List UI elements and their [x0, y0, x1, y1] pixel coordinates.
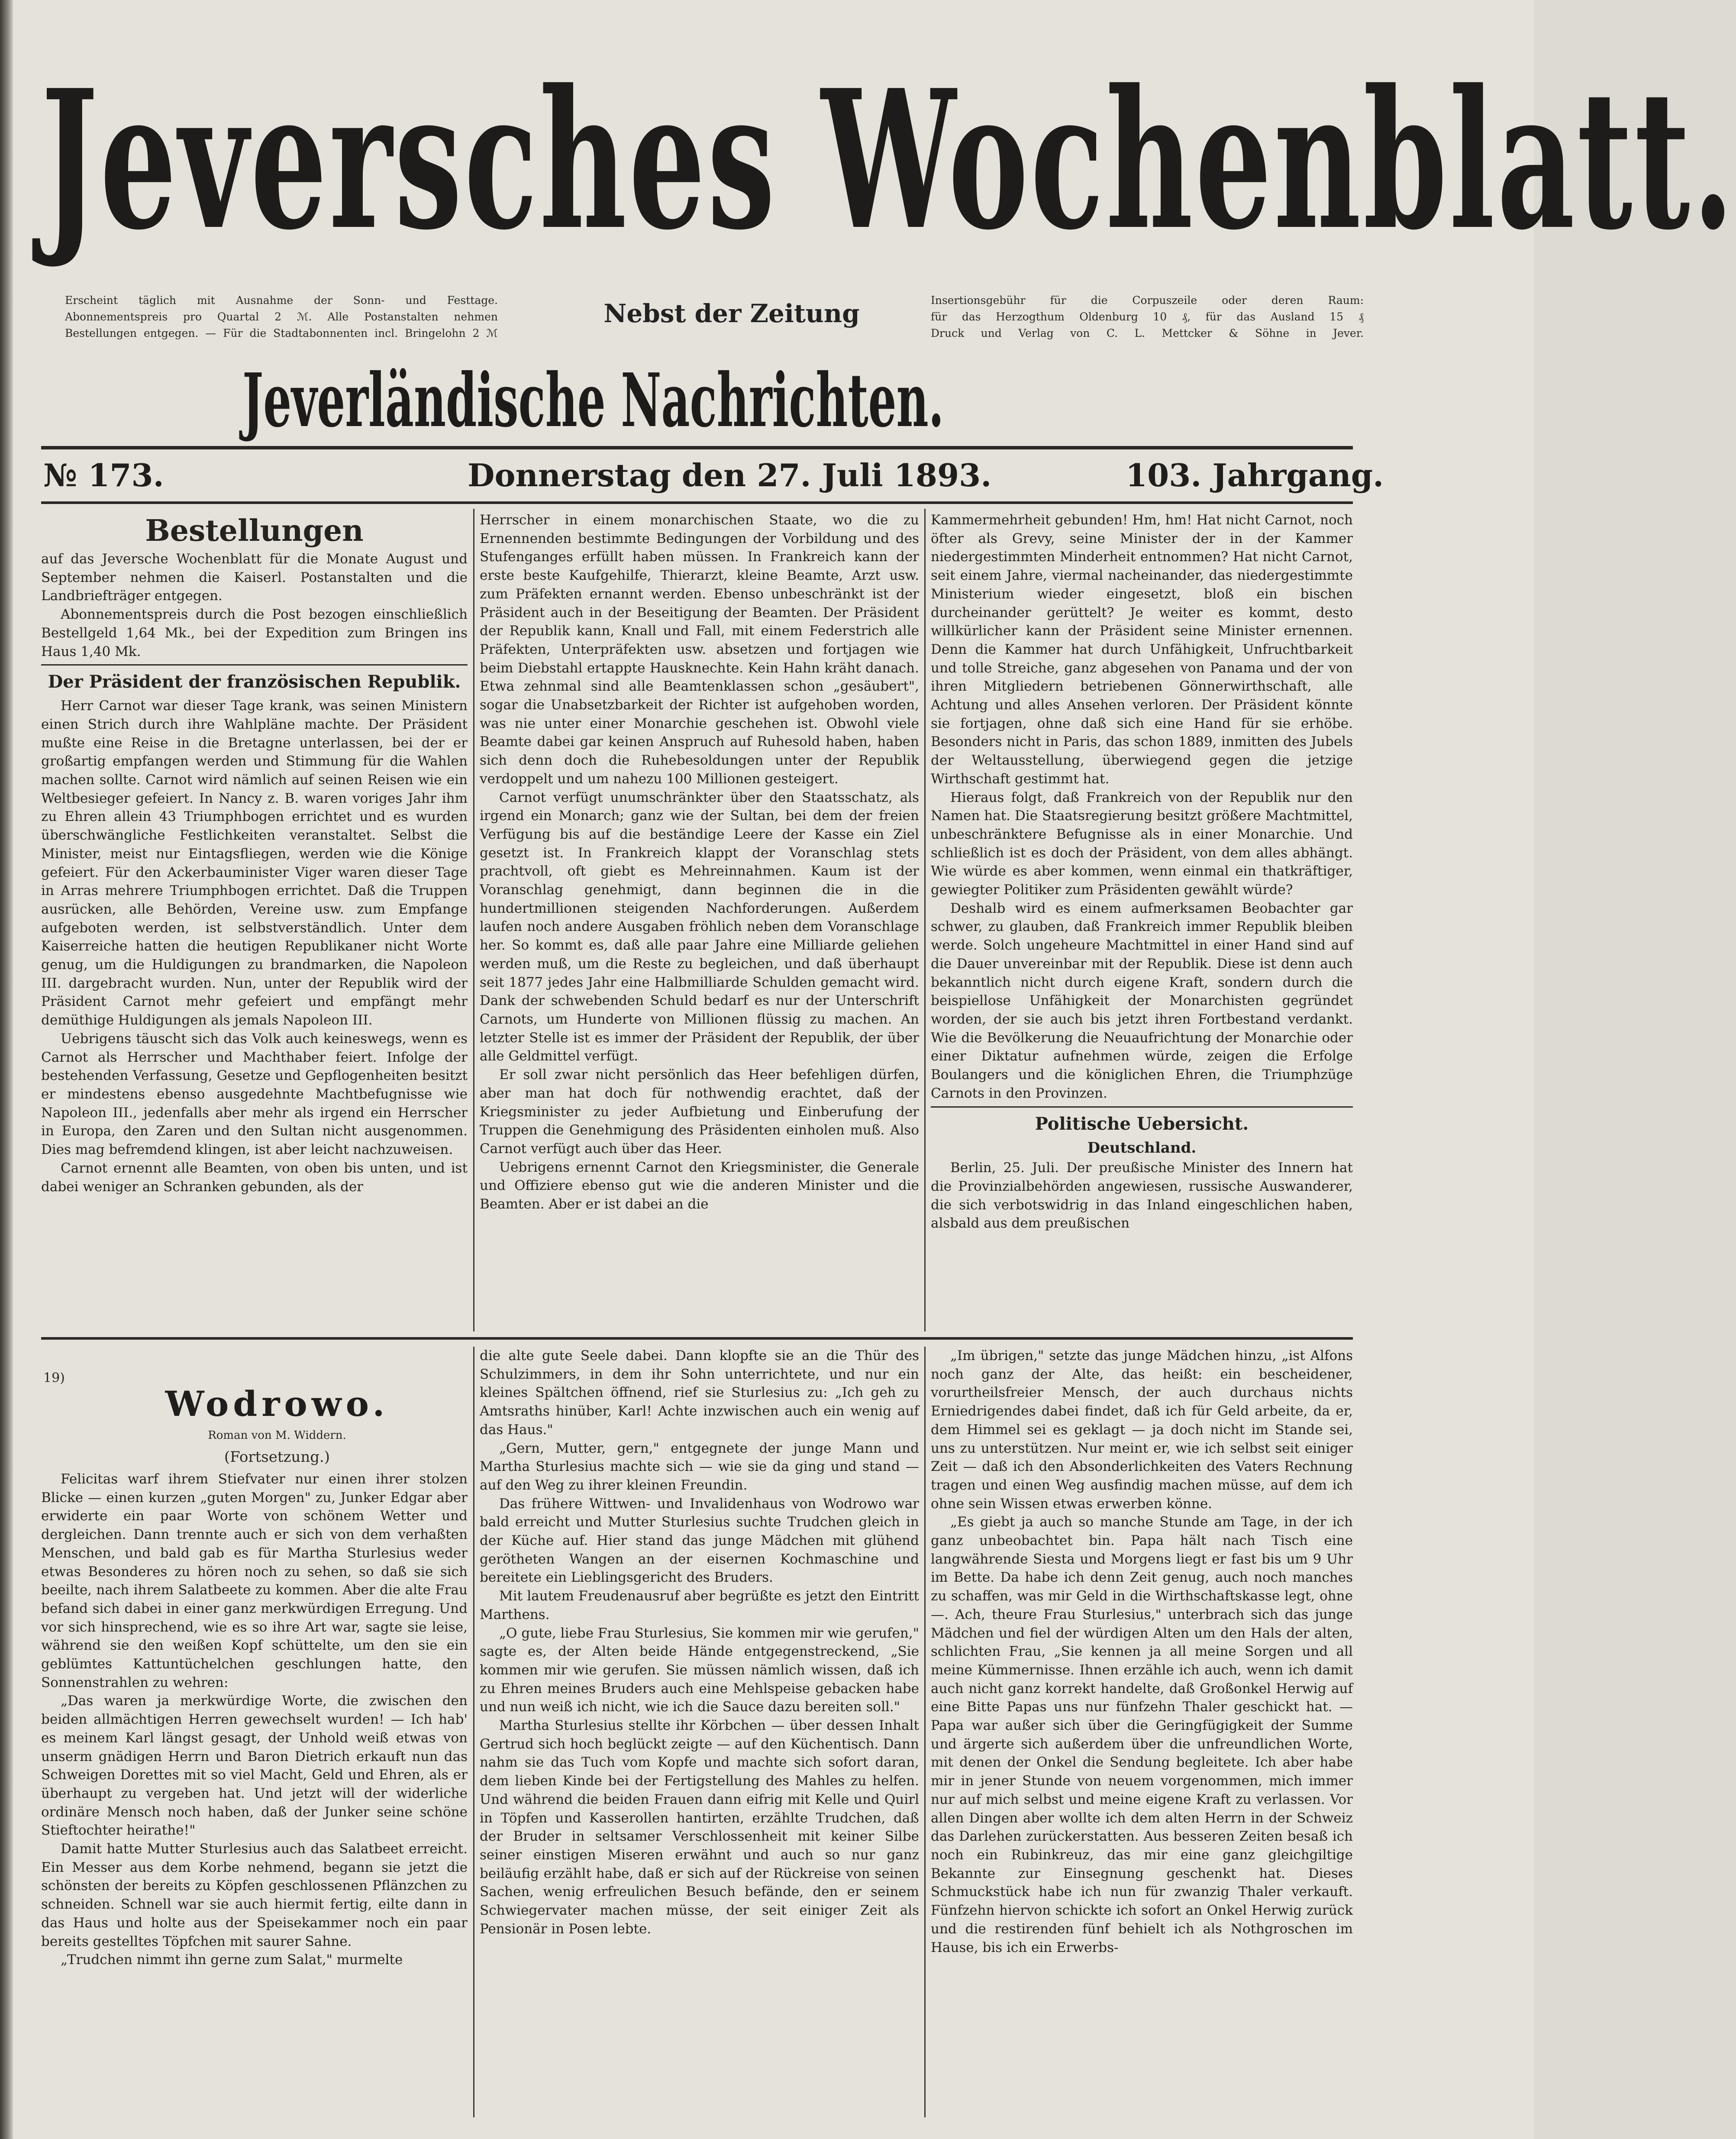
paragraph: Carnot verfügt unumschränkter über den Staatsschatz, als irgend ein Monarch; ganz wie der Sultan, bei dem der freien Verfügung bis auf die beständige Leere der Kasse ein Ziel gesetzt ist. In Frankreich klappt der Voranschlag stets prachtvoll, oft giebt es Mehreinnahmen. Kaum ist der Voranschlag genehmigt, dann beginnen die in die hundertmillionen steigenden Nachforderungen. Außerdem laufen noch andere Ausgaben fröhlich neben dem Voranschlage her. So kommt es, daß alle paar Jahre eine Milliarde geliehen werden muß, um die Reste zu begleichen, und daß überhaupt seit 1877 jedes Jahr eine Halbmilliarde Schulden gemacht wird. Dank der schwebenden Schuld bedarf es nur der Unterschrift Carnots, um Hunderte von Millionen flüssig zu machen. An letzter Stelle ist es immer der Präsident der Republik, der über alle Geldmittel verfügt.: [480, 789, 919, 1064]
paragraph: Uebrigens ernennt Carnot den Kriegsminister, die Generale und Offiziere ebenso gut wie die anderen Minister und die Beamten. Aber er ist dabei an die: [480, 1159, 919, 1212]
paragraph: „Das waren ja merkwürdige Worte, die zwischen den beiden allmächtigen Herren gewechselt wurden! — Ich hab' es meinem Karl längst gesagt, der Unhold weiß etwas von unserm gnädigen Herrn und Baron Dietrich erkauft nun das Schweigen Dorettes mit so viel Macht, Geld und Ehren, als er überhaupt zu vergeben hat. Und jetzt will der widerliche ordinäre Mensch noch haben, daß der Junker seine schöne Stieftochter heirathe!": [41, 1693, 468, 1839]
masthead-rule-bottom: [41, 501, 1353, 504]
masthead-title: Jeversches Wochenblatt.: [41, 48, 1736, 272]
paragraph: „Trudchen nimmt ihn gerne zum Salat," murmelte: [61, 1952, 403, 1968]
paragraph: Carnot ernennt alle Beamten, von oben bis unten, und ist dabei weniger an Schranken gebunden, als der: [41, 1160, 468, 1195]
paragraph: Das frühere Wittwen- und Invalidenhaus von Wodrowo war bald erreicht und Mutter Sturlesius suchte Trudchen gleich in der Küche auf. Hier stand das junge Mädchen mit glühend gerötheten Wangen an der eisernen Kochmaschine und bereitete ein Lieblingsgericht des Bruders.: [480, 1496, 919, 1586]
paragraph: Abonnementspreis durch die Post bezogen einschließlich Bestellgeld 1,64 Mk., bei der Expedition zum Bringen ins Haus 1,40 Mk.: [41, 607, 468, 659]
paragraph: Felicitas warf ihrem Stiefvater nur einen ihrer stolzen Blicke — einen kurzen „guten Morgen" zu, Junker Edgar aber erwiderte ein paar Worte von schönem Wetter und dergleichen. Dann trennte auch er sich von dem verhaßten Menschen, und bald gab es für Martha Sturlesius weder etwas Besonderes zu hören noch zu sehen, so daß sie sich beeilte, nach ihrem Salatbeete zu kommen. Aber die alte Frau befand sich dabei in einer ganz merkwürdigen Erregung. Und vor sich hinsprechend, wie es so ihre Art war, sagte sie leise, während sie den weißen Kopf schüttelte, um den sie ein geblümtes Kattuntüchelchen geschlungen hatte, den Sonnenstrahlen zu wehren:: [41, 1471, 468, 1690]
bestellungen-heading: Bestellungen: [145, 514, 364, 548]
paragraph: auf das Jeversche Wochenblatt für die Monate August und September nehmen die Kaiserl. Postanstalten und die Landbriefträger entgegen.: [41, 551, 468, 604]
issue-date: Donnerstag den 27. Juli 1893.: [468, 457, 992, 494]
book-spine-shadow: [0, 0, 13, 2139]
paragraph: Kammermehrheit gebunden! Hm, hm! Hat nicht Carnot, noch öfter als Grevy, seine Minister der in der Kammer niedergestimmten Minderheit entnommen? Hat nicht Carnot, seit einem Jahre, viermal nacheinander, das niedergestimmte Ministerium wieder eingesetzt, bloß ein bischen durcheinander gerüttelt? Je weiter es kommt, desto willkürlicher kann der Präsident seine Minister ernennen. Denn die Kammer hat durch Unfähigkeit, Unfruchtbarkeit und tolle Streiche, ganz abgesehen von Panama und der von ihren Mitgliedern betriebenen Gönnerwirthschaft, alle Achtung und alles Ansehen verloren. Der Präsident könnte sie fortjagen, ohne daß sich eine Hand für sie erhöbe. Besonders nicht in Paris, das schon 1889, inmitten des Jubels der Weltausstellung, überwiegend gegen die jetzige Wirthschaft gestimmt hat.: [931, 512, 1353, 787]
paragraph: Mit lautem Freudenausruf aber begrüßte es jetzt den Eintritt Marthens.: [480, 1588, 919, 1622]
publication-info-left: [65, 292, 498, 342]
feuilleton-column-3: [931, 1347, 1353, 2117]
info-line: Druck und Verlag von C. L. Mettcker & Söhne in Jever.: [931, 327, 1364, 339]
column-2: [480, 511, 919, 1331]
publication-info-right: [931, 292, 1364, 342]
section-subheading: Deutschland.: [1087, 1139, 1197, 1157]
section-heading: Politische Uebersicht.: [1035, 1113, 1249, 1134]
paragraph: Martha Sturlesius stellte ihr Körbchen — über dessen Inhalt Gertrud sich hoch beglückt zeigte — auf den Küchentisch. Dann nahm sie das Tuch vom Kopfe und machte sich sofort daran, dem lieben Kinde bei der Fertigstellung des Mahles zu helfen. Und während die beiden Frauen dann eifrig mit Kelle und Quirl in Töpfen und Kasserollen hantirten, erzählte Trudchen, daß der Bruder in seltsamer Verschlossenheit mit keiner Silbe seiner einstigen Miseren erwähnt und auch so nur ganz beiläufig erzählt habe, daß er sich auf der Rückreise von seinen Sachen, wenig erfreulichen Besuch befände, den er seinem Schwiegervater machen müsse, der seit einiger Zeit als Pensionär in Posen lebte.: [480, 1718, 919, 1937]
feuilleton-author: Roman von M. Widdern.: [208, 1429, 346, 1442]
info-line: Bestellungen entgegen. — Für die Stadtabonnenten incl. Bringelohn 2 ℳ: [65, 327, 498, 339]
masthead-rule-top: [41, 446, 1353, 449]
paragraph: Er soll zwar nicht persönlich das Heer befehligen dürfen, aber man hat doch für nothwendig erachtet, daß der Kriegsminister zu jeder Aufbietung und Einberufung der Truppen die Genehmigung des Präsidenten einholen muß. Also Carnot verfügt auch über das Heer.: [480, 1067, 919, 1157]
issue-number: № 173.: [43, 457, 164, 494]
column-divider: [473, 509, 474, 1331]
column-divider: [473, 1347, 474, 2117]
info-line: Insertionsgebühr für die Corpuszeile oder deren Raum:: [931, 294, 1364, 307]
column-divider: [924, 1347, 926, 2117]
info-line: Abonnementspreis pro Quartal 2 ℳ. Alle Postanstalten nehmen: [65, 310, 498, 323]
info-line: Erscheint täglich mit Ausnahme der Sonn- und Festtage.: [65, 294, 498, 307]
paragraph: Deshalb wird es einem aufmerksamen Beobachter gar schwer, zu glauben, daß Frankreich immer Republik bleiben werde. Solch ungeheure Machtmittel in einer Hand sind auf die Dauer unvereinbar mit der Republik. Diese ist denn auch bekanntlich nicht durch eigene Kraft, sondern durch die beispiellose Unfähigkeit der Monarchisten gegründet worden, der sie auch bis jetzt ihren Fortbestand verdankt. Wie die Bevölkerung die Neuaufrichtung der Monarchie oder einer Diktatur aufnehmen würde, zeigen die Erfolge Boulangers und die königlichen Ehren, die Triumphzüge Carnots in den Provinzen.: [931, 900, 1353, 1101]
paragraph: Berlin, 25. Juli. Der preußische Minister des Innern hat die Provinzialbehörden angewiesen, russische Auswanderer, die sich verbotswidrig in das Inland eingeschlichen haben, alsbald aus dem preußischen: [931, 1160, 1353, 1231]
paragraph: die alte gute Seele dabei. Dann klopfte sie an die Thür des Schulzimmers, in dem ihr Sohn unterrichtete, und nur ein kleines Spältchen öffnend, rief sie Sturlesius zu: „Ich geh zu Amtsraths hinüber, Karl! Achte inzwischen auch ein wenig auf das Haus.": [480, 1348, 919, 1438]
nebst-der-zeitung: Nebst der Zeitung: [603, 299, 860, 328]
paragraph: „O gute, liebe Frau Sturlesius, Sie kommen mir wie gerufen," sagte es, der Alten beide Hände entgegenstreckend, „Sie kommen mir wie gerufen. Sie müssen nämlich wissen, daß ich zu Ehren meines Bruders auch eine Mehlspeise gebacken habe und nun weiß ich nicht, wie ich die Sauce dazu bereiten soll.": [480, 1625, 919, 1715]
paragraph: „Es giebt ja auch so manche Stunde am Tage, in der ich ganz unbeobachtet bin. Papa hält nach Tisch eine langwährende Siesta und Morgens liegt er fast bis um 9 Uhr im Bette. Da habe ich denn Zeit genug, auch noch manches zu schaffen, was mir Geld in die Wirthschaftskasse legt, ohne —. Ach, theure Frau Sturlesius," unterbrach sich das junge Mädchen und fiel der würdigen Alten um den Hals der alten, schlichten Frau, „Sie kennen ja all meine Sorgen und all meine Kümmernisse. Ihnen erzähle ich auch, wenn ich damit auch nicht ganz korrekt handelte, daß Großonkel Herwig auf eine Bitte Papas uns nur fünfzehn Thaler geschickt hat. — Papa war außer sich über die Geringfügigkeit der Summe und ärgerte sich außerdem über die unfreundlichen Worte, mit denen der Onkel die Sendung begleitete. Ich aber habe mir in jener Stunde von neuem vorgenommen, mich immer nur auf mich selbst und meine eigene Kraft zu verlassen. Vor allen Dingen aber wollte ich dem alten Herrn in der Schweiz das Darlehen zurückerstatten. Aus besseren Zeiten besaß ich noch ein Rubinkreuz, das mir eine ganz gleichgiltige Bekannte zur Einsegnung geschenkt hat. Dieses Schmuckstück habe ich nun für zwanzig Thaler verkauft. Fünfzehn hiervon schickte ich sofort an Onkel Herwig zurück und die restirenden fünf behielt ich als Nothgroschen im Hause, bis ich ein Erwerbs-: [931, 1514, 1353, 1955]
column-3: [931, 511, 1353, 1331]
paragraph: „Im übrigen," setzte das junge Mädchen hinzu, „ist Alfons noch ganz der Alte, das heißt: ein bescheidener, vorurtheilsfreier Mensch, der auch durchaus nichts Erniedrigendes dabei findet, daß ich für Geld arbeite, da er, dem Himmel sei es geklagt — ja doch nicht im Stande sei, uns zu unterstützen. Nur meint er, wie ich selbst seit einiger Zeit — daß ich den Absonderlichkeiten des Vaters Rechnung tragen und einen Weg ausfindig machen müsse, auf dem ich ohne sein Wissen etwas erwerben könne.: [931, 1348, 1353, 1512]
paragraph: Herrscher in einem monarchischen Staate, wo die zu Ernennenden bestimmte Bedingungen der Vorbildung und des Stufenganges erfüllt haben müssen. In Frankreich kann der erste beste Kaufgehilfe, Thierarzt, kleine Beamte, Arzt usw. zum Präfekten ernannt werden. Ebenso unbeschränkt ist der Präsident auch in der Beseitigung der Beamten. Der Präsident der Republik kann, Knall und Fall, mit einem Federstrich alle Präfekten, Unterpräfekten usw. absetzen und fortjagen wie beim Diebstahl ertappte Hausknechte. Kein Hahn kräht danach. Etwa zehnmal sind alle Beamtenklassen schon „gesäubert", sogar die Unabsetzbarkeit der Richter ist aufgehoben worden, was nie unter einer Monarchie geschehen ist. Obwohl viele Beamte dabei gar keinen Anspruch auf Ruhesold haben, haben sich denn doch die Ruhebesoldungen unter der Republik verdoppelt und um nahezu 100 Millionen gesteigert.: [480, 512, 919, 787]
column-1: [41, 511, 468, 1331]
paragraph: Hieraus folgt, daß Frankreich von der Republik nur den Namen hat. Die Staatsregierung besitzt größere Machtmittel, unbeschränktere Befugnisse als in einer Monarchie. Und schließlich ist es doch der Präsident, von dem alles abhängt. Wie würde es aber kommen, wenn einmal ein thatkräftiger, gewiegter Politiker zum Präsidenten gewählt würde?: [931, 789, 1353, 898]
info-line: für das Herzogthum Oldenburg 10 ₰, für das Ausland 15 ₰: [931, 310, 1364, 323]
paragraph: „Gern, Mutter, gern," entgegnete der junge Mann und Martha Sturlesius machte sich — wie sie da ging und stand — auf den Weg zu ihrer kleinen Freundin.: [480, 1440, 919, 1493]
feuilleton-column-2: [480, 1347, 919, 2117]
paragraph: Uebrigens täuscht sich das Volk auch keineswegs, wenn es Carnot als Herrscher und Machthaber feiert. Infolge der bestehenden Verfassung, Gesetze und Gepflogenheiten besitzt er mindestens ebenso ausgedehnte Machtbefugnisse wie Napoleon III., jedenfalls aber mehr als irgend ein Herrscher in Europa, den Zaren und den Sultan nicht ausgenommen. Dies mag befremdend klingen, ist aber leicht nachzuweisen.: [41, 1031, 468, 1158]
feuilleton-number: 19): [43, 1370, 65, 1386]
feuilleton-rule: [41, 1337, 1353, 1340]
column-divider: [924, 509, 926, 1331]
masthead-subtitle: Jeverländische Nachrichten.: [242, 357, 944, 444]
feuilleton-title: Wodrowo.: [165, 1383, 389, 1424]
divider: [41, 664, 468, 666]
paragraph: Herr Carnot war dieser Tage krank, was seinen Ministern einen Strich durch ihre Wahlpläne machte. Der Präsident mußte eine Reise in die Bretagne unterlassen, bei der er großartig empfangen werden und Stimmung für die Wahlen machen sollte. Carnot wird nämlich auf seinen Reisen wie ein Weltbesieger gefeiert. In Nancy z. B. waren voriges Jahr ihm zu Ehren allein 43 Triumphbogen errichtet und es wurden überschwängliche Festlichkeiten veranstaltet. Selbst die Minister, meist nur Eintagsfliegen, werden wie die Könige gefeiert. Für den Ackerbauminister Viger waren dieser Tage in Arras mehrere Triumphbogen errichtet. Daß die Truppen ausrücken, alle Behörden, Vereine usw. zum Empfange aufgeboten werden, ist selbstverständlich. Unter dem Kaiserreiche hatten die heutigen Republikaner nicht Worte genug, um die Huldigungen zu brandmarken, die Napoleon III. dargebracht wurden. Nun, unter der Republik wird der Präsident Carnot mehr gefeiert und empfängt mehr demüthige Huldigungen als jemals Napoleon III.: [41, 698, 468, 1028]
feuilleton-continuation: (Fortsetzung.): [224, 1448, 330, 1466]
feuilleton-column-1: [41, 1470, 468, 2117]
divider: [931, 1106, 1353, 1108]
article-heading: Der Präsident der französischen Republik.: [48, 672, 461, 692]
issue-volume: 103. Jahrgang.: [1126, 457, 1384, 494]
paragraph: Damit hatte Mutter Sturlesius auch das Salatbeet erreicht. Ein Messer aus dem Korbe nehmend, begann sie jetzt die schönsten der bereits zu Köpfen geschlossenen Pflänzchen zu schneiden. Schnell war sie auch hiermit fertig, eilte dann in das Haus und holte aus der Speisekammer noch ein paar bereits gestelltes Töpfchen mit saurer Sahne.: [41, 1841, 468, 1949]
